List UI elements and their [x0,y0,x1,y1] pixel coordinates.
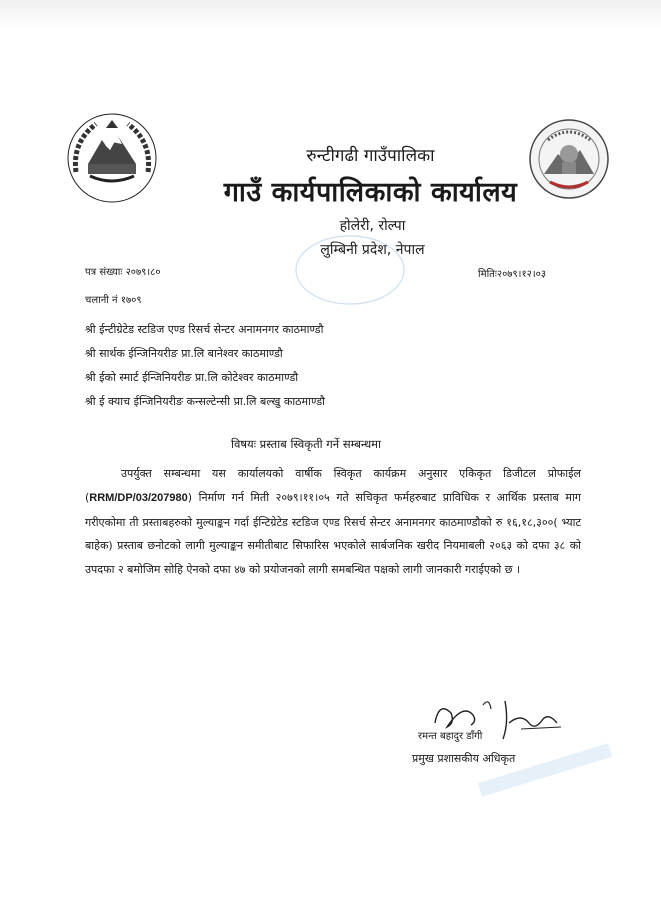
officer-stamp-icon [470,730,620,800]
letter-body [85,462,581,582]
signatory-name: रमन्त बहादुर डाँगी [418,731,483,742]
addressee-item: श्री ई क्याच ईन्जिनियरीङ कन्सल्टेन्सी प्रा.लि बल्खु काठमाण्डौ [85,395,325,408]
letter-date: मितिः२०७९।१२।०३ [478,269,547,280]
municipality-name: रुन्टीगढी गाउँपालिका [306,146,435,166]
addressee-item: श्री सार्थक ईन्जिनियरीङ प्रा.लि बानेश्वर काठमाण्डौ [85,347,283,360]
addressee-item: श्री ईको स्मार्ट ईन्जिनियरीङ प्रा.लि कोटेश्वर काठमाण्डौ [85,371,299,384]
address-line-1: होलेरी, रोल्पा [339,218,406,234]
addressee-item: श्री ईन्टीग्रेटेड स्टडिज एण्ड रिसर्च सेन्टर अनामनगर काठमाण्डौ [85,323,324,336]
addressee-list [85,318,325,414]
office-stamp-icon [290,230,410,310]
project-code: RRM/DP/03/207980 [89,491,188,504]
body-text-2: ) निर्माण गर्न मिती २०७९।११।०५ गते सचिकृत फर्महरुबाट प्राविधिक र आर्थिक प्रस्ताब माग गरीएकोमा ती प्रस्ताबहरुको मुल्याङ्कन गर्दा ईन्टिग्रेटेड स्टडिज एण्ड रिसर्च सेन्टर अनामनगर काठमाण्डौको रु १६,१८,३००( भ्याट बाहेक) प्रस्ताब छनोटको लागी मुल्याङ्कन समीतीबाट सिफारिस भएकोले सार्बजनिक खरीद नियमाबली २०६३ को दफा ३८ को उपदफा २ बमोजिम सोहि ऐनको दफा ४७ को प्रयोजनको लागी समबन्धित पक्षको लागी जानकारी गराईएको छ । [85,490,581,577]
address-line-2: लुम्बिनी प्रदेश, नेपाल [320,242,425,258]
scan-edge [0,0,661,30]
dispatch-number: चलानी नं १७०९ [85,295,142,306]
subject-line: विषयः प्रस्ताब स्विकृती गर्ने सम्बन्धमा [231,437,382,451]
reference-number: पत्र संख्याः २०७९।८० [85,267,161,278]
body-text-1: उपर्युक्त सम्बन्धमा यस कार्यालयको वार्षीक स्विकृत कार्यक्रम अनुसार एकिकृत डिजीटल प्रोफाईल ( [85,467,581,504]
office-title: गाउँ कार्यपालिकाको कार्यालय [223,177,518,208]
signatory-title: प्रमुख प्रशासकीय अधिकृत [412,752,516,765]
